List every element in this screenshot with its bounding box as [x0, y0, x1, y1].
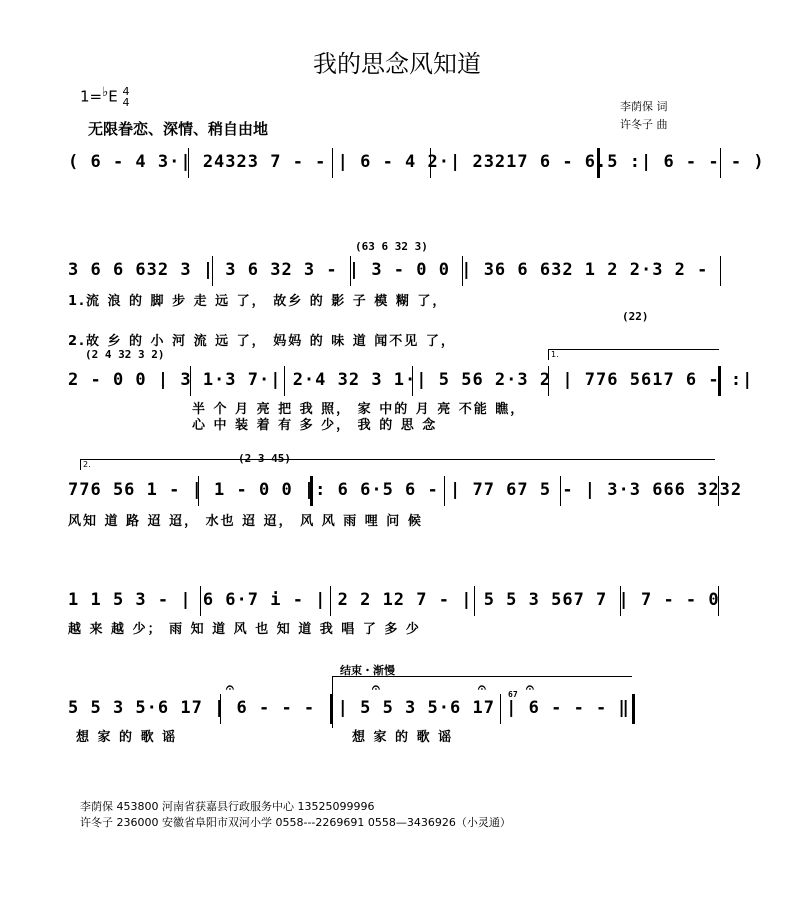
barline	[500, 694, 501, 724]
barline	[620, 586, 621, 616]
score-row-6: 5 5 3 5·6 17 | 6 - - - :| 5 5 3 5·6 17 | 6 - - - ‖	[68, 698, 630, 718]
fermata-icon: 𝄐	[226, 680, 234, 696]
barline	[198, 476, 199, 506]
score-row-4: 776 56 1 - | 1 - 0 0 |: 6 6·5 6 - | 77 67 5 - | 3·3 666 3232	[68, 480, 743, 500]
volta-2: 2.	[80, 459, 715, 470]
barline	[284, 366, 285, 396]
annotation-alt-notes: (22)	[622, 310, 649, 323]
score-row-2: 3 6 6 632 3 | 3 6 32 3 - | 3 - 0 0 | 36 6 632 1 2 2·3 2 -	[68, 260, 709, 280]
barline	[430, 148, 431, 178]
lyrics-row-2-verse-2: 2.故 乡 的 小 河 流 远 了， 妈妈 的 味 道 闻不见 了，	[68, 334, 456, 349]
barline	[350, 256, 351, 286]
grace-notes: 67	[508, 690, 518, 699]
lyrics-row-4: 风知 道 路 迢 迢， 水也 迢 迢， 风 风 雨 哩 问 候	[68, 514, 423, 529]
key-prefix: 1=	[80, 87, 103, 106]
lyrics-row-3-verse-1: 半 个 月 亮 把 我 照， 家 中的 月 亮 不能 瞧，	[192, 402, 526, 417]
volta-1: 1.	[548, 349, 719, 360]
lyrics-row-6a: 想 家 的 歌 谣	[76, 730, 178, 745]
key-note: E	[108, 87, 118, 106]
page-title: 我的思念风知道	[313, 50, 481, 78]
lyricist-credit: 李荫保 词	[620, 100, 668, 113]
time-bottom: 4	[122, 96, 130, 109]
lyrics-row-5: 越 来 越 少； 雨 知 道 风 也 知 道 我 唱 了 多 少	[68, 622, 421, 637]
barline	[220, 694, 221, 724]
annotation-alt-notes: (63 6 32 3)	[355, 240, 428, 253]
barline	[718, 476, 719, 506]
lyrics-row-6b: 想 家 的 歌 谣	[352, 730, 454, 745]
repeat-barline	[597, 148, 600, 178]
contact-line-2: 许冬子 236000 安徽省阜阳市双河小学 0558---2269691 0558—3436926（小灵通）	[80, 816, 511, 829]
ending-bracket-line	[332, 676, 632, 677]
barline	[462, 256, 463, 286]
fermata-icon: 𝄐	[372, 680, 380, 696]
barline	[412, 366, 413, 396]
tempo-marking: 无限眷恋、深情、稍自由地	[88, 120, 269, 138]
barline	[720, 256, 721, 286]
fermata-icon: 𝄐	[526, 680, 534, 696]
barline	[332, 148, 333, 178]
key-signature	[80, 86, 130, 108]
barline	[560, 476, 561, 506]
repeat-barline	[718, 366, 721, 396]
barline	[200, 586, 201, 616]
barline	[548, 366, 549, 396]
fermata-icon: 𝄐	[478, 680, 486, 696]
barline	[188, 148, 189, 178]
annotation-alt-notes: (2 3 45)	[238, 452, 291, 465]
barline	[720, 148, 721, 178]
score-row-3: 2 - 0 0 | 3 1·3 7·| 2·4 32 3 1·| 5 56 2·3 2 | 776 5617 6 - :|	[68, 370, 754, 390]
barline	[190, 366, 191, 396]
barline	[212, 256, 213, 286]
lyrics-row-3-verse-2: 心 中 装 着 有 多 少， 我 的 思 念	[192, 418, 438, 433]
barline	[474, 586, 475, 616]
barline	[444, 476, 445, 506]
flat-sign: ♭	[102, 84, 109, 100]
annotation-alt-notes: (2 4 32 3 2)	[85, 348, 165, 361]
final-barline	[632, 694, 635, 724]
repeat-barline	[310, 476, 313, 506]
time-top: 4	[122, 85, 130, 98]
lyrics-row-2-verse-1: 1.流 浪 的 脚 步 走 远 了， 故乡 的 影 子 模 糊 了，	[68, 294, 448, 309]
time-signature	[123, 86, 130, 108]
ending-marking: 结束・渐慢	[340, 664, 395, 677]
barline	[330, 586, 331, 616]
score-row-5: 1 1 5 3 - | 6 6·7 i - | 2 2 12 7 - | 5 5 3 567 7 | 7 - - 0	[68, 590, 720, 610]
composer-credit: 许冬子 曲	[620, 118, 668, 131]
score-row-1: ( 6 - 4 3·| 24323 7 - - | 6 - 4 2·| 23217 6 - 6.5 :| 6 - - - )	[68, 152, 765, 172]
barline	[718, 586, 719, 616]
contact-line-1: 李荫保 453800 河南省获嘉县行政服务中心 13525099996	[80, 800, 375, 813]
repeat-barline	[330, 694, 333, 724]
